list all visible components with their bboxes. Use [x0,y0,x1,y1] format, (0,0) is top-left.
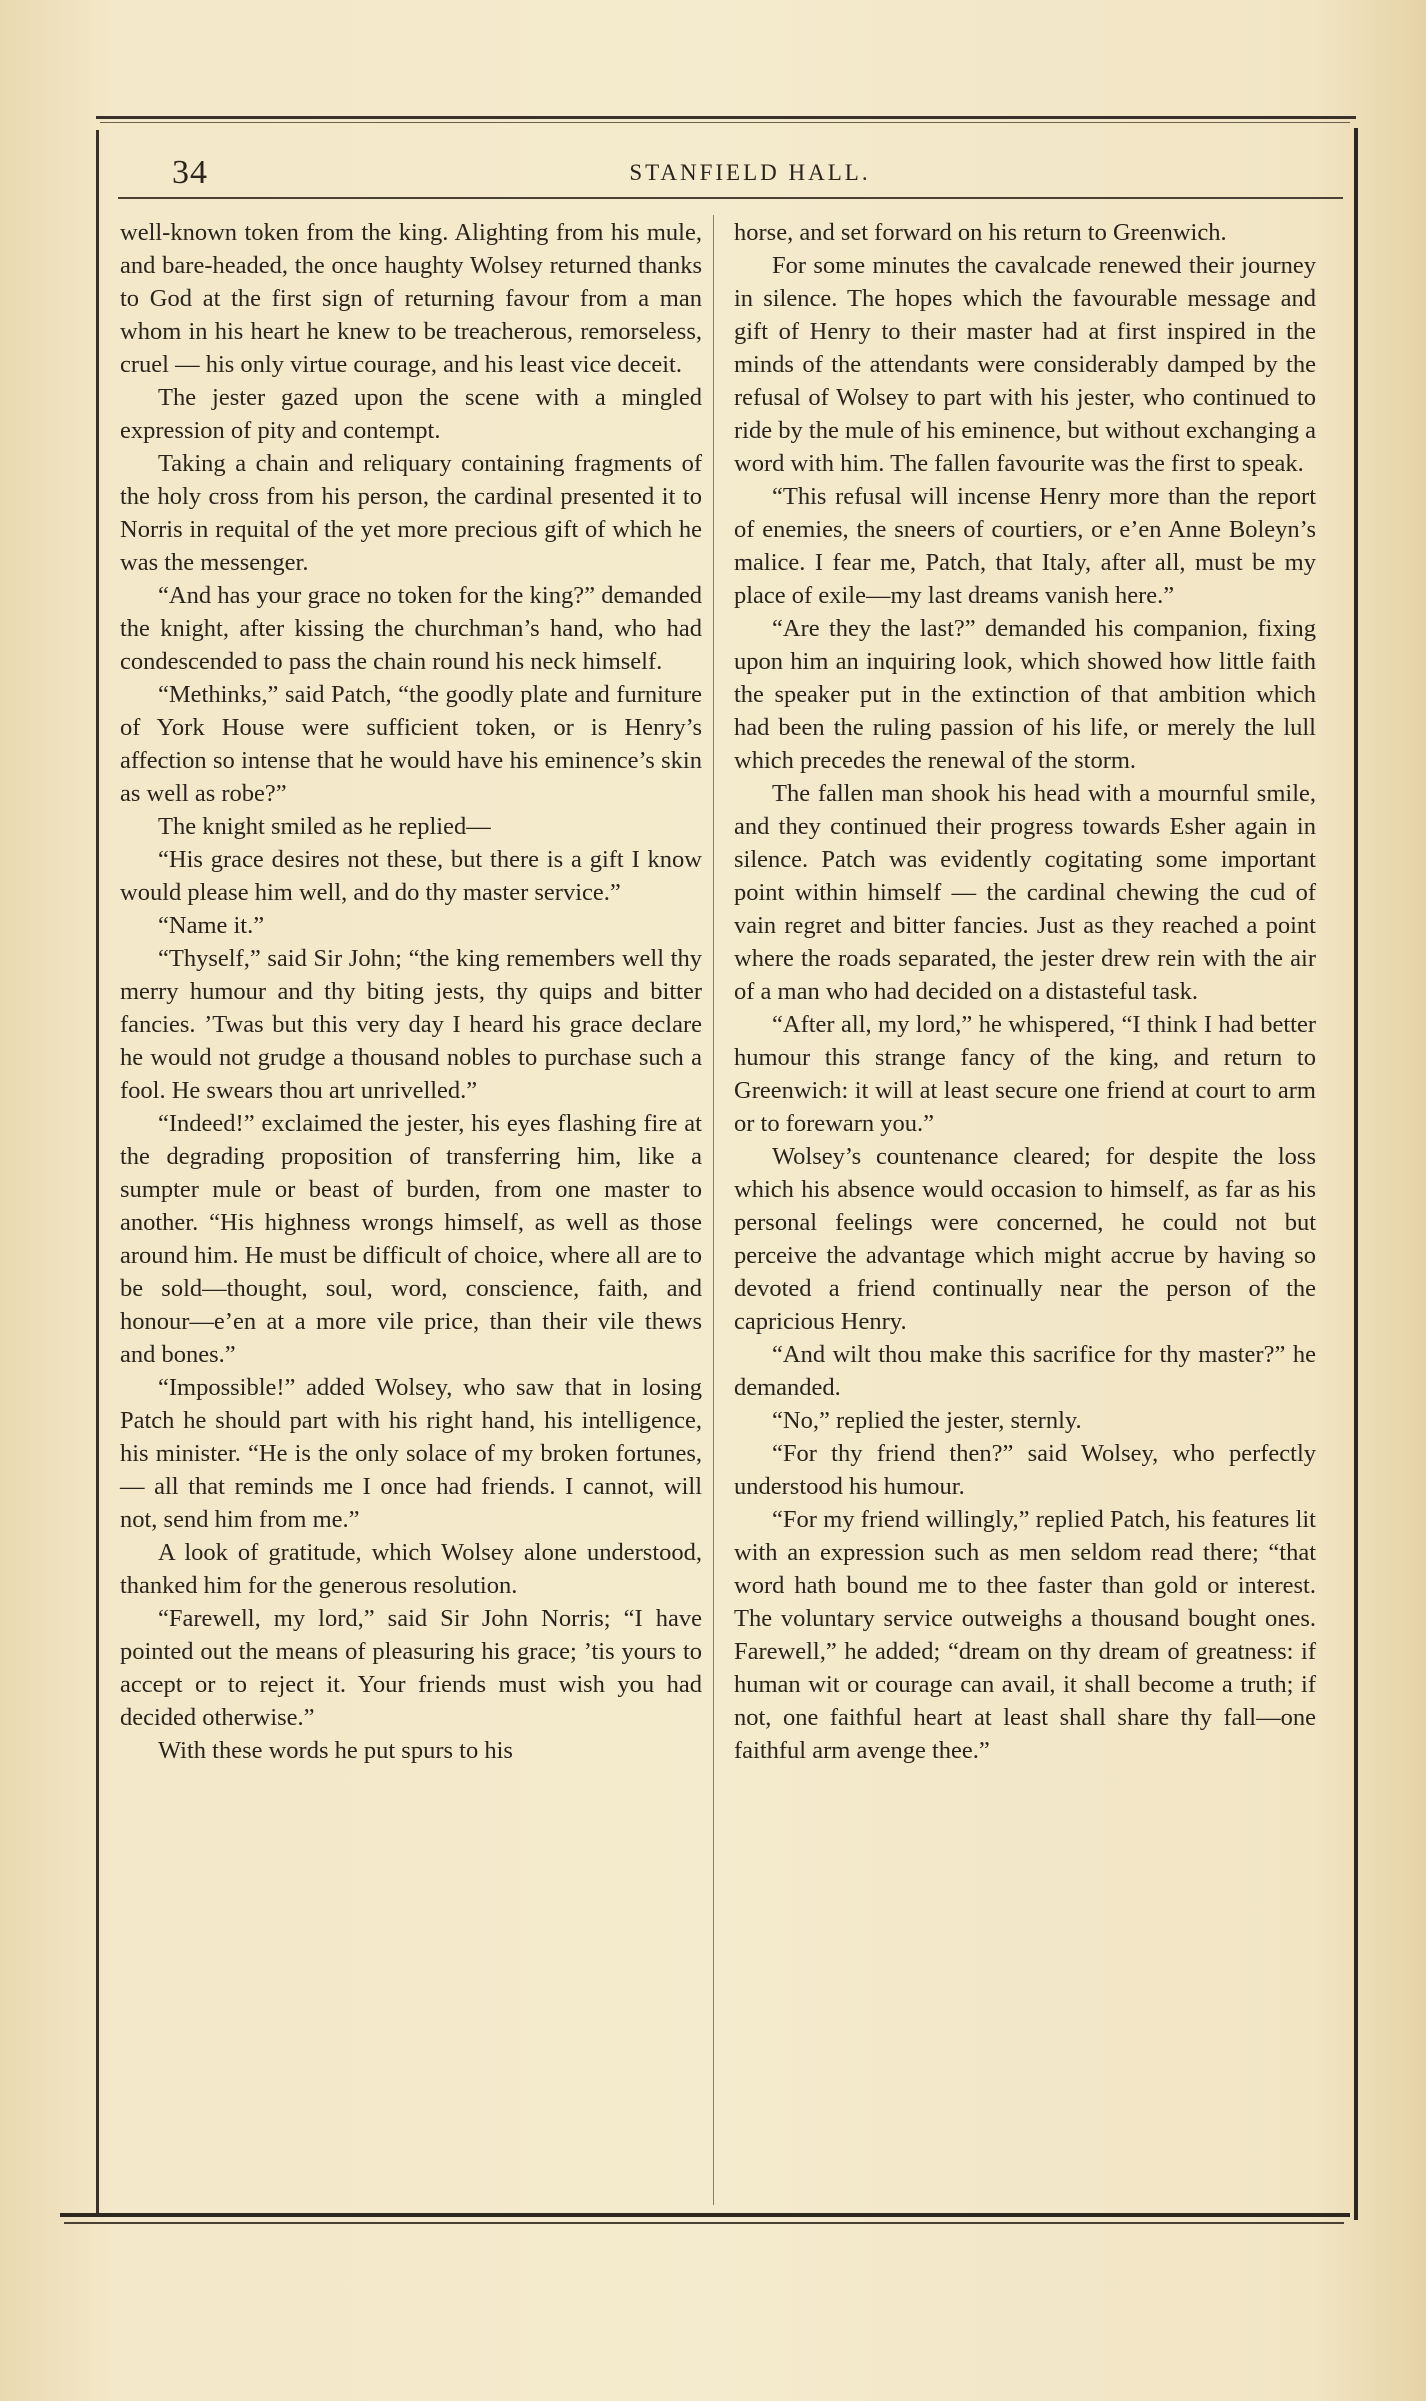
right-border-rule [1354,128,1358,2220]
paragraph: “Thyself,” said Sir John; “the king remembers well thy merry humour and thy biting jests, thy quips and bitter fancies. ’Twas but this very day I heard his grace declare he would not grudge a thousand nobles to purchase such a fool. He swears thou art unrivelled.” [120,945,702,1104]
paragraph: “Are they the last?” demanded his companion, fixing upon him an inquiring look, which showed how little faith the speaker put in the extinction of that ambition which had been the ruling passion of his life, or merely the lull which precedes the renewal of the storm. [734,615,1316,774]
paragraph: “Farewell, my lord,” said Sir John Norris; “I have pointed out the means of pleasuring his grace; ’tis yours to accept or to reject it. Your friends must wish you had decided otherwise.” [120,1605,702,1731]
paragraph: “Name it.” [158,912,265,939]
paragraph: The knight smiled as he replied— [158,813,491,840]
paragraph: Wolsey’s countenance cleared; for despite the loss which his absence would occasion to himself, as far as his personal feelings were concerned, he could not but perceive the advantage which might accrue by having so devoted a friend continually near the person of the capricious Henry. [734,1143,1316,1335]
paragraph: The jester gazed upon the scene with a mingled expression of pity and contempt. [120,384,702,444]
left-text-column [120,216,702,1767]
paragraph: “Methinks,” said Patch, “the goodly plate and furniture of York House were sufficient token, or is Henry’s affection so intense that he would have his eminence’s skin as well as robe?” [120,681,702,807]
paragraph: Taking a chain and reliquary containing fragments of the holy cross from his person, the cardinal presented it to Norris in requital of the yet more precious gift of which he was the messenger. [120,450,702,576]
page-number: 34 [172,154,208,191]
paragraph: “For thy friend then?” said Wolsey, who perfectly understood his humour. [734,1440,1316,1500]
paragraph: The fallen man shook his head with a mournful smile, and they continued their progress towards Esher again in silence. Patch was evidently cogitating some important point within himself — the cardinal chewing the cud of vain regret and bitter fancies. Just as they reached a point where the roads separated, the jester drew rein with the air of a man who had decided on a distasteful task. [734,780,1316,1005]
running-title: STANFIELD HALL. [629,160,871,185]
paragraph: well-known token from the king. Alighting from his mule, and bare-headed, the once haughty Wolsey returned thanks to God at the first sign of returning favour from a man whom in his heart he knew to be treacherous, remorseless, cruel — his only virtue courage, and his least vice deceit. [120,219,702,378]
top-border-rule [96,116,1356,119]
paragraph: With these words he put spurs to his [158,1737,513,1764]
column-divider [713,215,714,2205]
paragraph: “His grace desires not these, but there is a gift I know would please him well, and do thy master service.” [120,846,702,906]
paragraph: “For my friend willingly,” replied Patch, his features lit with an expression such as men seldom read there; “that word hath bound me to thee faster than gold or interest. The voluntary service outweighs a thousand bought ones. Farewell,” he added; “dream on thy dream of greatness: if human wit or courage can avail, it shall become a truth; if not, one faithful heart at least shall share thy fall—one faithful arm avenge thee.” [734,1506,1316,1764]
paragraph: “And wilt thou make this sacrifice for thy master?” he demanded. [734,1341,1316,1401]
paragraph: “No,” replied the jester, sternly. [772,1407,1082,1434]
right-text-column [734,216,1316,1767]
bottom-border-rule [60,2213,1350,2217]
left-border-rule [96,130,99,2215]
paragraph: “This refusal will incense Henry more than the report of enemies, the sneers of courtiers, or e’en Anne Boleyn’s malice. I fear me, Patch, that Italy, after all, must be my place of exile—my last dreams vanish here.” [734,483,1316,609]
paragraph: horse, and set forward on his return to Greenwich. [734,219,1227,246]
paragraph: “Indeed!” exclaimed the jester, his eyes flashing fire at the degrading proposition of transferring him, like a sumpter mule or beast of burden, from one master to another. “His highness wrongs himself, as well as those around him. He must be difficult of choice, where all are to be sold—thought, soul, word, conscience, faith, and honour—e’en at a more vile price, than their vile thews and bones.” [120,1110,702,1368]
paragraph: “After all, my lord,” he whispered, “I think I had better humour this strange fancy of the king, and return to Greenwich: it will at least secure one friend at court to arm or to forewarn you.” [734,1011,1316,1137]
paragraph: “Impossible!” added Wolsey, who saw that in losing Patch he should part with his right hand, his intelligence, his minister. “He is the only solace of my broken fortunes, — all that reminds me I once had friends. I cannot, will not, send him from me.” [120,1374,702,1533]
header-rule [118,197,1343,199]
bottom-border-rule-inner [64,2222,1344,2224]
paragraph: A look of gratitude, which Wolsey alone understood, thanked him for the generous resolution. [120,1539,702,1599]
top-border-rule-inner [100,122,1350,123]
paragraph: For some minutes the cavalcade renewed their journey in silence. The hopes which the favourable message and gift of Henry to their master had at first inspired in the minds of the attendants were considerably damped by the refusal of Wolsey to part with his jester, who continued to ride by the mule of his eminence, but without exchanging a word with him. The fallen favourite was the first to speak. [734,252,1316,477]
paragraph: “And has your grace no token for the king?” demanded the knight, after kissing the churchman’s hand, who had condescended to pass the chain round his neck himself. [120,582,702,675]
